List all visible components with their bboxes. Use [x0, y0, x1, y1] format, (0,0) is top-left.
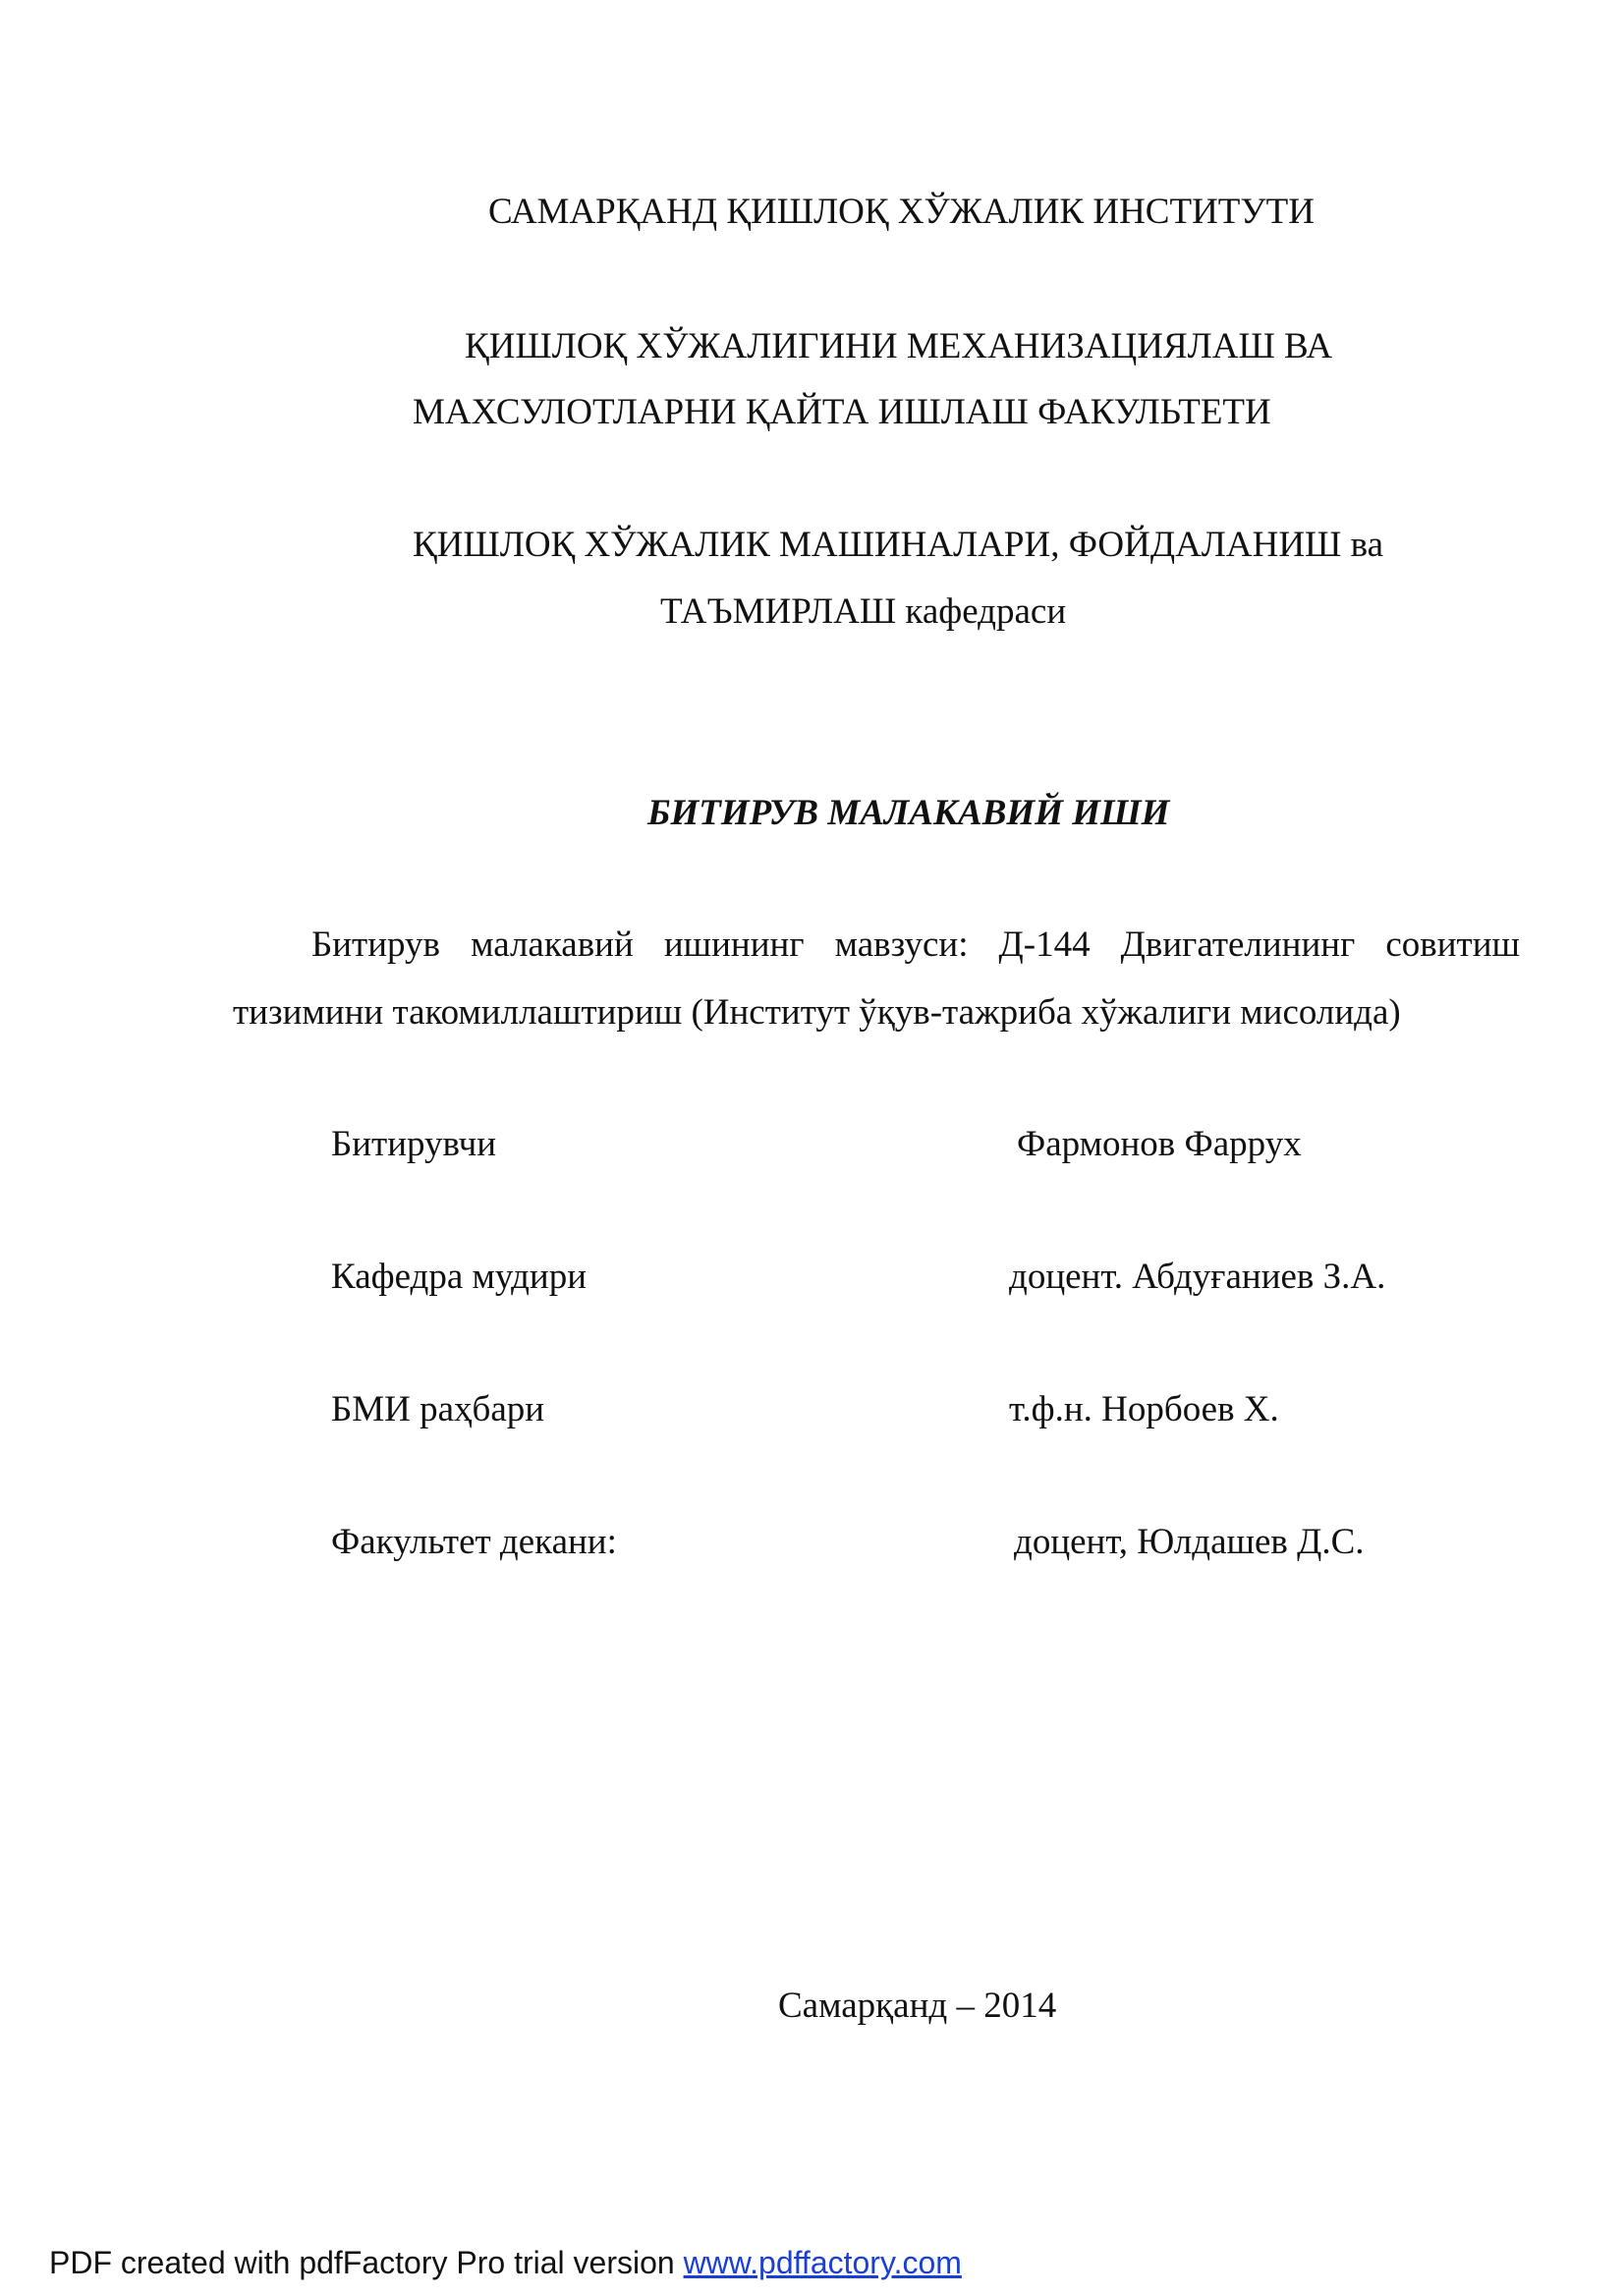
- footer-link[interactable]: www.pdffactory.com: [683, 2245, 962, 2280]
- signatory-name: т.ф.н. Норбоев Х.: [1009, 1389, 1279, 1429]
- signatory-role: Кафедра мудири: [331, 1257, 588, 1297]
- signatory-name: Фармонов Фаррух: [1017, 1124, 1302, 1164]
- signatory-role: БМИ раҳбари: [331, 1389, 545, 1429]
- topic-word: малакавий: [471, 924, 634, 965]
- document-title: БИТИРУВ МАЛАКАВИЙ ИШИ: [647, 793, 1170, 833]
- department-name-line-1: ҚИШЛОҚ ХЎЖАЛИК МАШИНАЛАРИ, ФОЙДАЛАНИШ ва: [413, 525, 1384, 565]
- footer-text: PDF created with pdfFactory Pro trial version: [49, 2245, 684, 2280]
- faculty-name-line-2: МАХСУЛОТЛАРНИ ҚАЙТА ИШЛАШ ФАКУЛЬТЕТИ: [413, 392, 1271, 432]
- pdf-footer: [49, 2243, 962, 2282]
- signatory-role: Факультет декани:: [331, 1522, 617, 1562]
- topic-word: мавзуси:: [834, 924, 969, 965]
- institute-name: САМАРҚАНД ҚИШЛОҚ ХЎЖАЛИК ИНСТИТУТИ: [488, 192, 1315, 232]
- topic-word: Д-144: [998, 924, 1091, 965]
- topic-line-2: тизимини такомиллаштириш (Институт ўқув-тажриба хўжалиги мисолида): [233, 992, 1401, 1033]
- topic-line-1: [311, 924, 1520, 967]
- signatory-name: доцент, Юлдашев Д.С.: [1014, 1522, 1365, 1562]
- department-name-line-2: ТАЪМИРЛАШ кафедраси: [660, 591, 1067, 632]
- topic-word: Битирув: [311, 924, 440, 965]
- topic-word: совитиш: [1385, 924, 1520, 965]
- city-year: Самарқанд – 2014: [778, 1986, 1057, 2026]
- signatory-name: доцент. Абдуғаниев З.А.: [1009, 1257, 1386, 1297]
- faculty-name-line-1: ҚИШЛОҚ ХЎЖАЛИГИНИ МЕХАНИЗАЦИЯЛАШ ВА: [465, 326, 1333, 366]
- topic-word: Двигателининг: [1120, 924, 1356, 965]
- topic-word: ишининг: [663, 924, 805, 965]
- signatory-role: Битирувчи: [331, 1124, 496, 1164]
